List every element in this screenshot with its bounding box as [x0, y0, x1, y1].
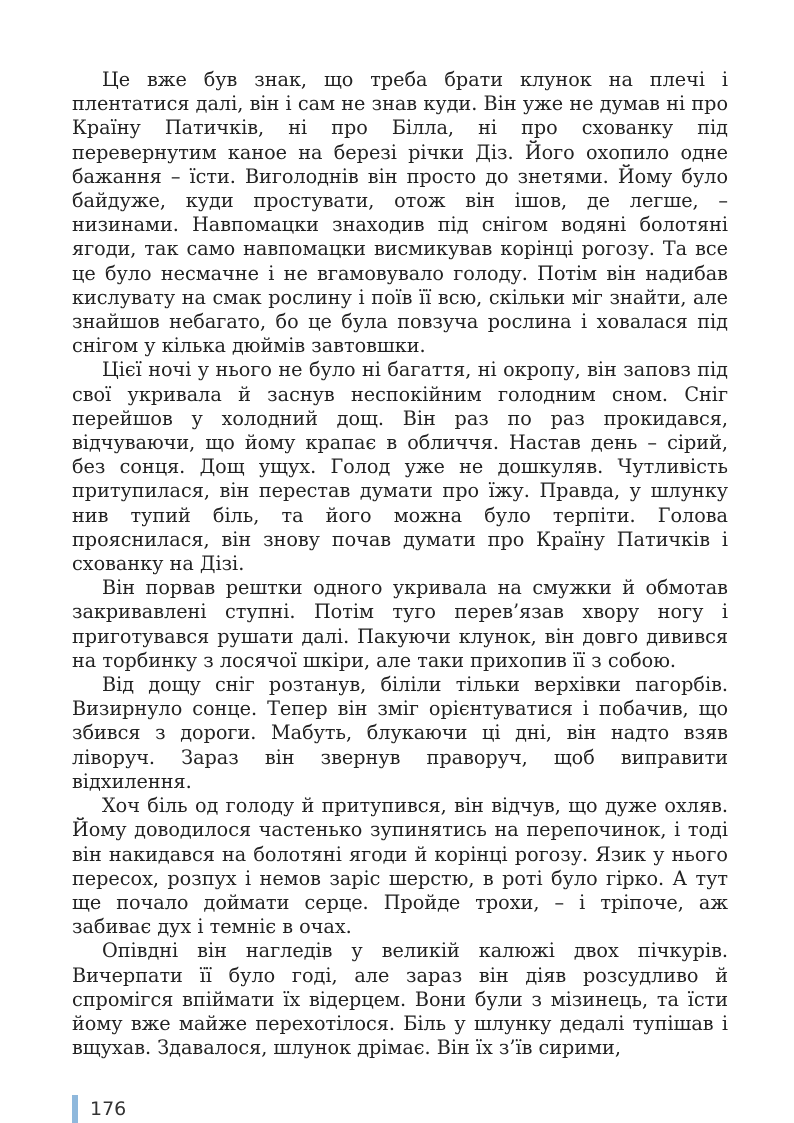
paragraph: Цієї ночі у нього не було ні багаття, ні окропу, він заповз під свої укривала й заснув неспокійним голодним сном. Сніг перейшов у холодний дощ. Він раз по раз прокидався, відчуваючи, що йому крапає в обличчя. Настав день – сірий, без сонця. Дощ ущух. Голод уже не дошкуляв. Чутливість притупилася, він перестав думати про їжу. Правда, у шлунку нив тупий біль, та його можна було терпіти. Голова прояснилася, він знову почав думати про Країну Патичків і схованку на Дізі. [72, 358, 728, 576]
paragraph: Він порвав рештки одного укривала на смужки й обмотав закривавлені ступні. Потім туго перев’язав хвору ногу і приготувався рушати далі. Пакуючи клунок, він довго дивився на торбинку з лосячої шкіри, але таки прихопив її з собою. [72, 576, 728, 672]
page-footer [72, 1095, 126, 1123]
page-number: 176 [90, 1098, 127, 1120]
paragraph: Хоч біль од голоду й притупився, він відчув, що дуже охляв. Йому доводилося частенько зупинятись на перепочинок, і тоді він накидався на болотяні ягоди й корінці рогозу. Язик у нього пересох, розпух і немов заріс шерстю, в роті було гірко. А тут ще почало доймати серце. Пройде трохи, – і тріпоче, аж забиває дух і темніє в очах. [72, 794, 728, 939]
page-body-text [72, 68, 728, 1060]
paragraph: Це вже був знак, що треба брати клунок на плечі і плентатися далі, він і сам не знав куди. Він уже не думав ні про Країну Патичків, ні про Білла, ні про схованку під перевернутим каное на березі річки Діз. Його охопило одне бажання – їсти. Виголоднів він просто до знетями. Йому було байдуже, куди простувати, отож він ішов, де легше, – низинами. Навпомацки знаходив під снігом водяні болотяні ягоди, так само навпомацки висмикував корінці рогозу. Та все це було несмачне і не вгамовувало голоду. Потім він надибав кислувату на смак рослину і поїв її всю, скільки міг знайти, але знайшов небагато, бо це була повзуча рослина і ховалася під снігом у кілька дюймів завтовшки. [72, 68, 728, 358]
page-marker-bar [72, 1095, 78, 1123]
paragraph: Опівдні він нагледів у великій калюжі двох пічкурів. Вичерпати її було годі, але зараз він діяв розсудливо й спромігся впіймати їх відерцем. Вони були з мізинець, та їсти йому вже майже перехотілося. Біль у шлунку дедалі тупішав і вщухав. Здавалося, шлунок дрімає. Він їх з’їв сирими, [72, 939, 728, 1060]
paragraph: Від дощу сніг розтанув, біліли тільки верхівки пагорбів. Визирнуло сонце. Тепер він зміг орієнтуватися і побачив, що збився з дороги. Мабуть, блукаючи ці дні, він надто взяв ліворуч. Зараз він звернув праворуч, щоб виправити відхилення. [72, 673, 728, 793]
